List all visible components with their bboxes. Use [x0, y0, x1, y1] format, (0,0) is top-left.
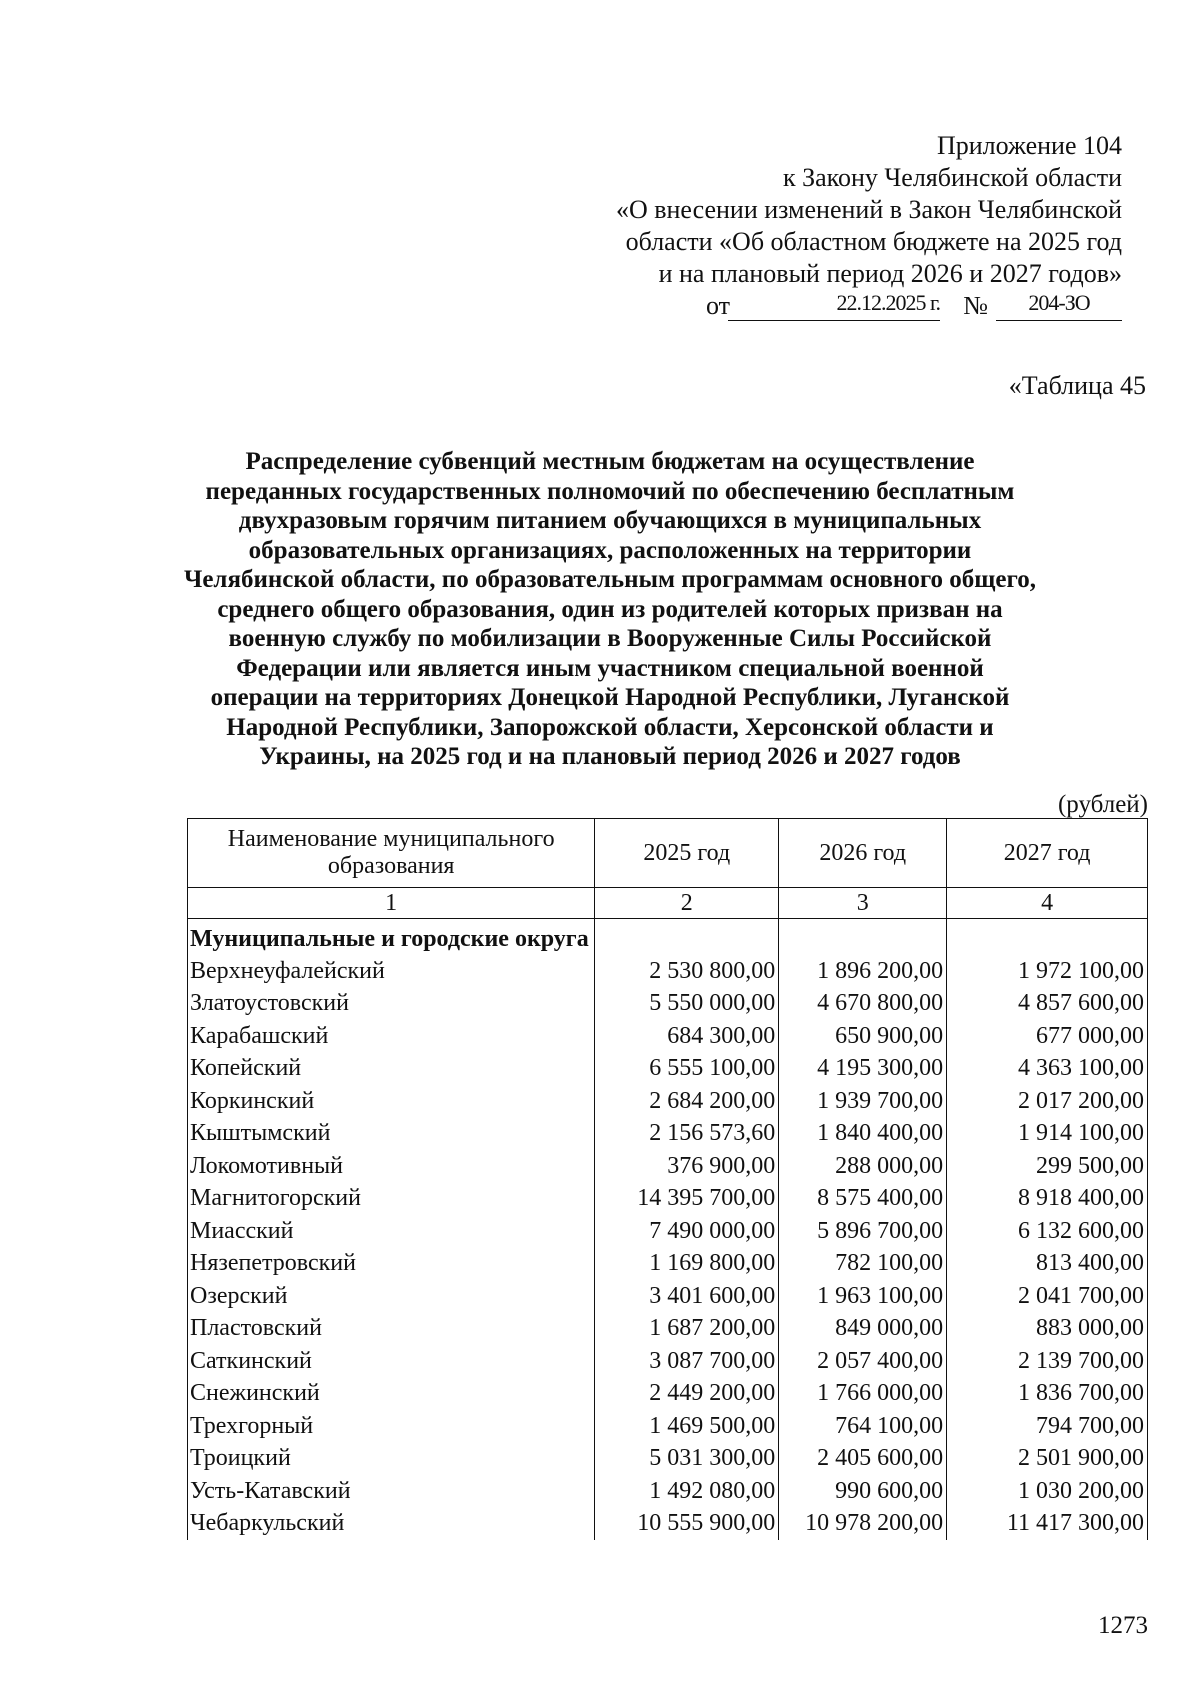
table-label: «Таблица 45 [1008, 371, 1146, 400]
number-label: № [963, 291, 988, 320]
law-date: 22.12.2025 г. [728, 290, 940, 321]
value-2027: 1 030 200,00 [947, 1475, 1148, 1508]
value-2027: 1 914 100,00 [947, 1117, 1148, 1150]
page-number: 1273 [1098, 1612, 1148, 1639]
municipality-name: Коркинский [188, 1085, 595, 1118]
value-2025: 1 687 200,00 [595, 1312, 779, 1345]
table-row [188, 955, 1148, 988]
value-2025: 2 156 573,60 [595, 1117, 779, 1150]
table-row [188, 1085, 1148, 1118]
table-row [188, 1345, 1148, 1378]
header-2025: 2025 год [595, 819, 779, 888]
table-row [188, 1215, 1148, 1248]
table-row [188, 987, 1148, 1020]
table-row [188, 1312, 1148, 1345]
group-row [188, 919, 1148, 955]
appendix-line-2: к Закону Челябинской области [782, 163, 1122, 192]
value-2026: 10 978 200,00 [779, 1507, 947, 1540]
value-2025: 2 684 200,00 [595, 1085, 779, 1118]
value-2026: 782 100,00 [779, 1247, 947, 1280]
table-row [188, 1052, 1148, 1085]
municipality-name: Саткинский [188, 1345, 595, 1378]
unit-label: (рублей) [1057, 791, 1148, 818]
municipality-name: Озерский [188, 1280, 595, 1313]
municipality-name: Чебаркульский [188, 1507, 595, 1540]
value-2025: 7 490 000,00 [595, 1215, 779, 1248]
subventions-table [187, 818, 1148, 1540]
value-2025: 1 492 080,00 [595, 1475, 779, 1508]
value-2025: 5 031 300,00 [595, 1442, 779, 1475]
municipality-name: Нязепетровский [188, 1247, 595, 1280]
value-2025: 2 449 200,00 [595, 1377, 779, 1410]
table-row [188, 1377, 1148, 1410]
value-2025: 6 555 100,00 [595, 1052, 779, 1085]
column-number: 4 [947, 888, 1148, 919]
value-2027: 4 857 600,00 [947, 987, 1148, 1020]
appendix-line-4: области «Об областном бюджете на 2025 год [625, 227, 1122, 256]
value-2026: 990 600,00 [779, 1475, 947, 1508]
municipality-name: Локомотивный [188, 1150, 595, 1183]
value-2025: 3 087 700,00 [595, 1345, 779, 1378]
value-2025: 10 555 900,00 [595, 1507, 779, 1540]
value-2026: 288 000,00 [779, 1150, 947, 1183]
municipality-name: Пластовский [188, 1312, 595, 1345]
table-row [188, 1280, 1148, 1313]
value-2027: 883 000,00 [947, 1312, 1148, 1345]
table-row [188, 1150, 1148, 1183]
municipality-name: Снежинский [188, 1377, 595, 1410]
value-2027: 11 417 300,00 [947, 1507, 1148, 1540]
municipality-name: Усть-Катавский [188, 1475, 595, 1508]
value-2025: 684 300,00 [595, 1020, 779, 1053]
value-2026: 1 896 200,00 [779, 955, 947, 988]
value-2026: 5 896 700,00 [779, 1215, 947, 1248]
value-2027: 4 363 100,00 [947, 1052, 1148, 1085]
group-heading: Муниципальные и городские округа [188, 919, 595, 955]
value-2027: 6 132 600,00 [947, 1215, 1148, 1248]
table-row [188, 1117, 1148, 1150]
value-2027: 813 400,00 [947, 1247, 1148, 1280]
column-number: 3 [779, 888, 947, 919]
law-date-number-line [522, 290, 1122, 324]
value-2026: 8 575 400,00 [779, 1182, 947, 1215]
value-2027: 299 500,00 [947, 1150, 1148, 1183]
appendix-line-5: и на плановый период 2026 и 2027 годов» [658, 259, 1122, 288]
value-2026: 1 939 700,00 [779, 1085, 947, 1118]
value-2025: 2 530 800,00 [595, 955, 779, 988]
appendix-line-3: «О внесении изменений в Закон Челябинской [615, 195, 1122, 224]
table-header-row [188, 819, 1148, 888]
municipality-name: Трехгорный [188, 1410, 595, 1443]
value-2025: 1 469 500,00 [595, 1410, 779, 1443]
column-number: 1 [188, 888, 595, 919]
header-2027: 2027 год [947, 819, 1148, 888]
municipality-name: Верхнеуфалейский [188, 955, 595, 988]
municipality-name: Карабашский [188, 1020, 595, 1053]
municipality-name: Троицкий [188, 1442, 595, 1475]
value-2027: 8 918 400,00 [947, 1182, 1148, 1215]
table-row [188, 1442, 1148, 1475]
value-2027: 1 836 700,00 [947, 1377, 1148, 1410]
value-2025: 3 401 600,00 [595, 1280, 779, 1313]
value-2026: 1 963 100,00 [779, 1280, 947, 1313]
municipality-name: Магнитогорский [188, 1182, 595, 1215]
value-2026: 849 000,00 [779, 1312, 947, 1345]
column-number-row [188, 888, 1148, 919]
appendix-line-1: Приложение 104 [936, 131, 1122, 160]
value-2025: 5 550 000,00 [595, 987, 779, 1020]
value-2027: 2 017 200,00 [947, 1085, 1148, 1118]
value-2026: 4 670 800,00 [779, 987, 947, 1020]
value-2026: 2 057 400,00 [779, 1345, 947, 1378]
value-2027: 2 041 700,00 [947, 1280, 1148, 1313]
municipality-name: Миасский [188, 1215, 595, 1248]
value-2026: 2 405 600,00 [779, 1442, 947, 1475]
value-2025: 376 900,00 [595, 1150, 779, 1183]
value-2026: 650 900,00 [779, 1020, 947, 1053]
table-row [188, 1475, 1148, 1508]
from-label: от [705, 291, 730, 320]
column-number: 2 [595, 888, 779, 919]
municipality-name: Копейский [188, 1052, 595, 1085]
value-2027: 794 700,00 [947, 1410, 1148, 1443]
table-row [188, 1410, 1148, 1443]
appendix-header [522, 130, 1122, 324]
value-2027: 2 139 700,00 [947, 1345, 1148, 1378]
table-row [188, 1020, 1148, 1053]
value-2025: 14 395 700,00 [595, 1182, 779, 1215]
municipality-name: Златоустовский [188, 987, 595, 1020]
value-2027: 1 972 100,00 [947, 955, 1148, 988]
value-2025: 1 169 800,00 [595, 1247, 779, 1280]
value-2026: 4 195 300,00 [779, 1052, 947, 1085]
value-2027: 677 000,00 [947, 1020, 1148, 1053]
table-row [188, 1247, 1148, 1280]
law-number: 204-ЗО [996, 290, 1122, 321]
header-2026: 2026 год [779, 819, 947, 888]
document-title: Распределение субвенций местным бюджетам на осуществление переданных государственных полномочий по обеспечению бесплатным двухразовым горячим питанием обучающихся в муниципальных образовательных организациях, расположенных на территории Челябинской области, по образовательным программам основного общего, среднего общего образования, один из родителей которых призван на военную службу по мобилизации в Вооруженные Силы Российской Федерации или является иным участником специальной военной операции на территориях Донецкой Народной Республики, Луганской Народной Республики, Запорожской области, Херсонской области и Украины, на 2025 год и на плановый период 2026 и 2027 годов [183, 448, 1036, 770]
table-row [188, 1182, 1148, 1215]
header-municipality: Наименование муниципального образования [188, 819, 595, 888]
table-row [188, 1507, 1148, 1540]
value-2026: 1 840 400,00 [779, 1117, 947, 1150]
value-2026: 1 766 000,00 [779, 1377, 947, 1410]
value-2027: 2 501 900,00 [947, 1442, 1148, 1475]
value-2026: 764 100,00 [779, 1410, 947, 1443]
municipality-name: Кыштымский [188, 1117, 595, 1150]
